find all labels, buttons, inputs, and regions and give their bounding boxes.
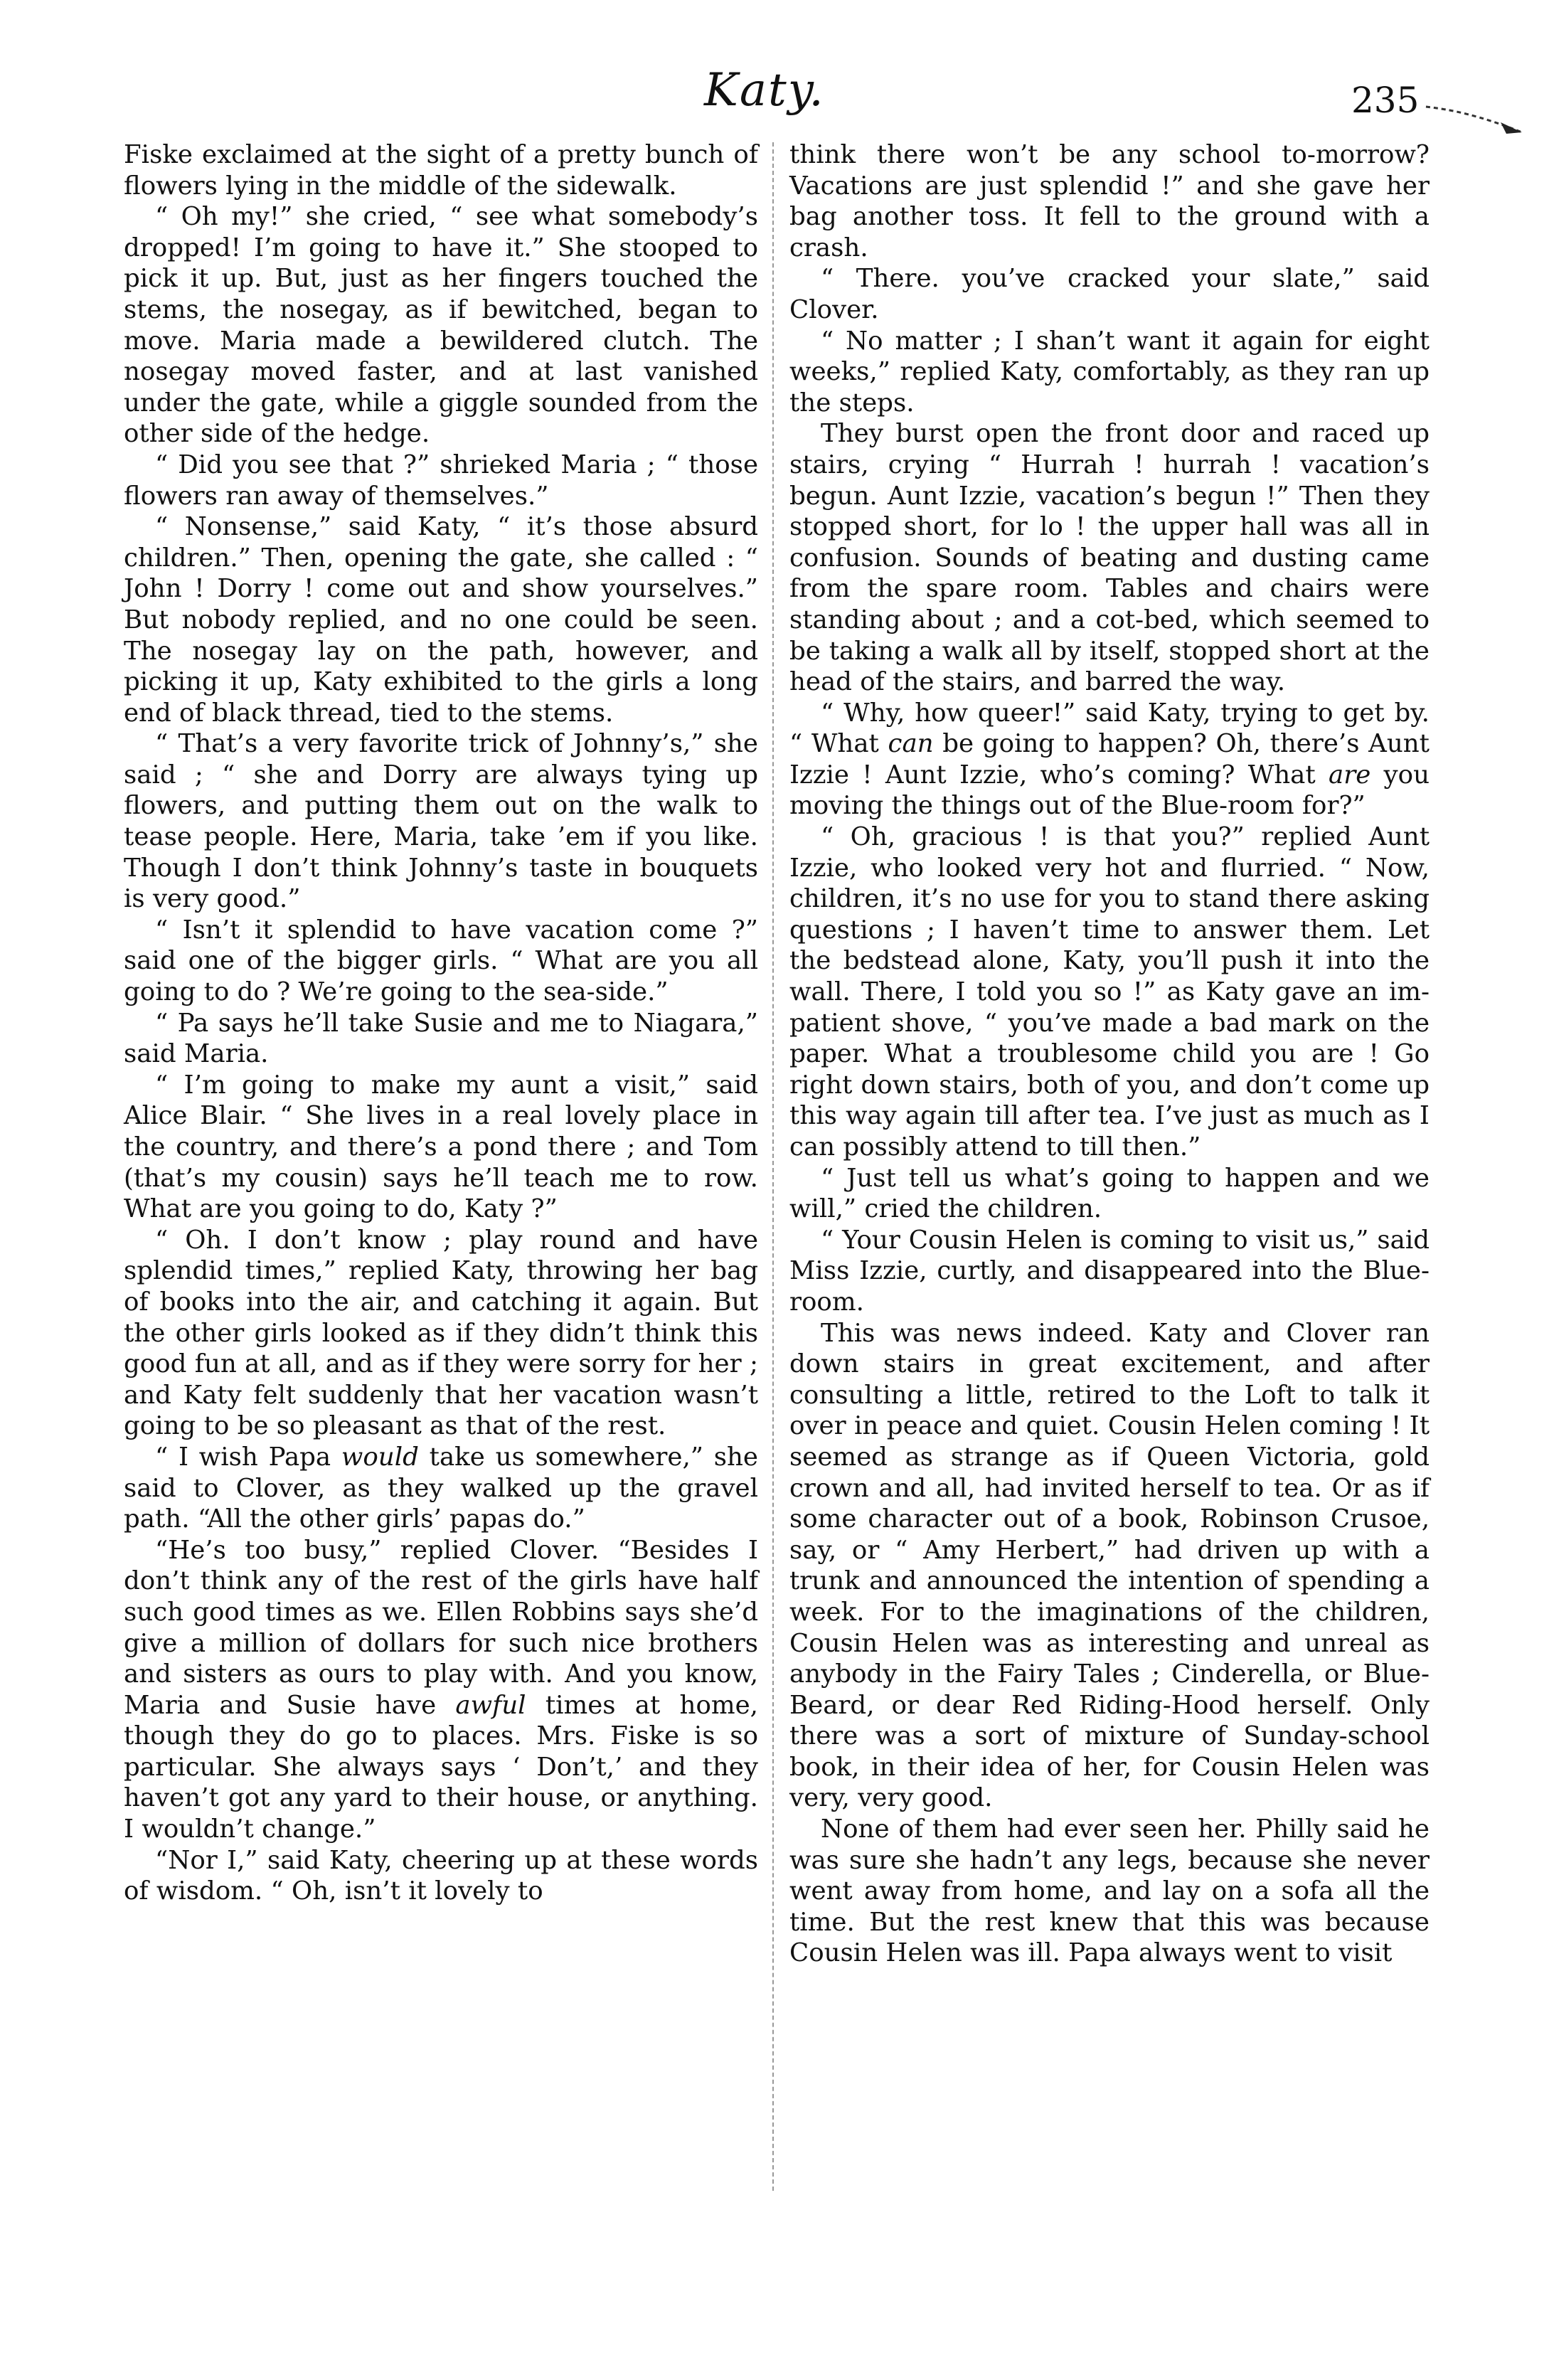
italic-emphasis: awful <box>455 1690 526 1720</box>
paragraph: “ That’s a very favorite trick of Johnny’s,” she said ; “ she and Dorry are always tying up flowers, and putting them out on the walk to tease people. Here, Maria, take ’em if you like. Though I don’t think Johnny’s taste in bouquets is very good.” <box>124 729 758 914</box>
italic-emphasis: are <box>1328 760 1371 790</box>
paragraph: “ I wish Papa would take us somewhere,” she said to Clover, as they walked up the gravel path. “All the other girls’ papas do.” <box>124 1442 758 1534</box>
paragraph: “ Nonsense,” said Katy, “ it’s those absurd children.” Then, opening the gate, she called : “ John ! Dorry ! come out and show yourselves.” But nobody replied, and no one could be seen. The nosegay lay on the path, however, and picking it up, Katy exhibited to the girls a long end of black thread, tied to the stems. <box>124 512 758 728</box>
paragraph: “Nor I,” said Katy, cheering up at these words of wisdom. “ Oh, isn’t it lovely to <box>124 1845 758 1906</box>
paragraph: They burst open the front door and raced up stairs, crying “ Hurrah ! hurrah ! vacation’s begun. Aunt Izzie, vacation’s begun !” Then they stopped short, for lo ! the upper hall was all in confusion. Sounds of beating and dusting came from the spare room. Tables and chairs were standing about ; and a cot-bed, which seemed to be taking a walk all by itself, stopped short at the head of the stairs, and barred the way. <box>789 419 1430 697</box>
paragraph: “ Oh my!” she cried, “ see what somebody’s dropped! I’m going to have it.” She stooped to pick it up. But, just as her fingers touched the stems, the nosegay, as if bewitched, began to move. Maria made a bewildered clutch. The nosegay moved faster, and at last vanished under the gate, while a giggle sounded from the other side of the hedge. <box>124 202 758 449</box>
left-column <box>124 139 758 1907</box>
right-column <box>789 139 1430 1969</box>
italic-emphasis: can <box>888 729 934 759</box>
column-divider <box>772 142 774 2191</box>
paragraph: “ Oh, gracious ! is that you?” replied Aunt Izzie, who looked very hot and flurried. “ Now, children, it’s no use for you to stand there asking questions ; I haven’t time to answer them. Let the bedstead alone, Katy, you’ll push it into the wall. There, I told you so !” as Katy gave an impatient shove, “ you’ve made a bad mark on the paper. What a troublesome child you are ! Go right down stairs, both of you, and don’t come up this way again till after tea. I’ve just as much as I can possibly attend to till then.” <box>789 822 1430 1162</box>
paragraph: “ There. you’ve cracked your slate,” said Clover. <box>789 264 1430 324</box>
running-title: Katy. <box>704 64 825 117</box>
paragraph: “ Your Cousin Helen is coming to visit us,” said Miss Izzie, curtly, and disappeared into the Blue-room. <box>789 1225 1430 1317</box>
paragraph: This was news indeed. Katy and Clover ran down stairs in great excitement, and after consulting a little, retired to the Loft to talk it over in peace and quiet. Cousin Helen coming ! It seemed as strange as if Queen Victoria, gold crown and all, had invited herself to tea. Or as if some character out of a book, Robinson Crusoe, say, or “ Amy Herbert,” had driven up with a trunk and announced the intention of spending a week. For to the imaginations of the children, Cousin Helen was as interesting and unreal as anybody in the Fairy Tales ; Cinderella, or Blue-Beard, or dear Red Riding-Hood herself. Only there was a sort of mixture of Sunday-school book, in their idea of her, for Cousin Helen was very, very good. <box>789 1318 1430 1813</box>
paragraph: Fiske exclaimed at the sight of a pretty bunch of flowers lying in the middle of the sidewalk. <box>124 140 758 201</box>
paragraph: “ Why, how queer!” said Katy, trying to get by. “ What can be going to happen? Oh, there’s Aunt Izzie ! Aunt Izzie, who’s coming? What are you moving the things out of the Blue-room for?” <box>789 698 1430 821</box>
paragraph: “ Isn’t it splendid to have vacation come ?” said one of the bigger girls. “ What are you all going to do ? We’re going to the sea-side.” <box>124 915 758 1007</box>
paragraph: “ Just tell us what’s going to happen and we will,” cried the children. <box>789 1163 1430 1224</box>
running-head <box>0 51 1549 129</box>
paragraph: “ I’m going to make my aunt a visit,” said Alice Blair. “ She lives in a real lovely place in the country, and there’s a pond there ; and Tom (that’s my cousin) says he’ll teach me to row. What are you going to do, Katy ?” <box>124 1070 758 1224</box>
paragraph: “ Oh. I don’t know ; play round and have splendid times,” replied Katy, throwing her bag of books into the air, and catching it again. But the other girls looked as if they didn’t think this good fun at all, and as if they were sorry for her ; and Katy felt suddenly that her vacation wasn’t going to be so pleasant as that of the rest. <box>124 1225 758 1441</box>
page-number: 235 <box>1351 80 1420 121</box>
page-curl-mark-icon <box>1422 101 1529 137</box>
paragraph: “ No matter ; I shan’t want it again for eight weeks,” replied Katy, comfortably, as they ran up the steps. <box>789 326 1430 418</box>
italic-emphasis: would <box>341 1442 419 1472</box>
paragraph: “ Pa says he’ll take Susie and me to Niagara,” said Maria. <box>124 1008 758 1069</box>
paragraph: think there won’t be any school to-morrow? Vacations are just splendid !” and she gave her bag another toss. It fell to the ground with a crash. <box>789 140 1430 262</box>
paragraph: None of them had ever seen her. Philly said he was sure she hadn’t any legs, because she never went away from home, and lay on a sofa all the time. But the rest knew that this was because Cousin Helen was ill. Papa always went to visit <box>789 1815 1430 1968</box>
paragraph: “ Did you see that ?” shrieked Maria ; “ those flowers ran away of themselves.” <box>124 450 758 511</box>
paragraph: “He’s too busy,” replied Clover. “Besides I don’t think any of the rest of the girls have half such good times as we. Ellen Robbins says she’d give a million of dollars for such nice brothers and sisters as ours to play with. And you know, Maria and Susie have awful times at home, though they do go to places. Mrs. Fiske is so particular. She always says ‘ Don’t,’ and they haven’t got any yard to their house, or anything. I wouldn’t change.” <box>124 1535 758 1844</box>
